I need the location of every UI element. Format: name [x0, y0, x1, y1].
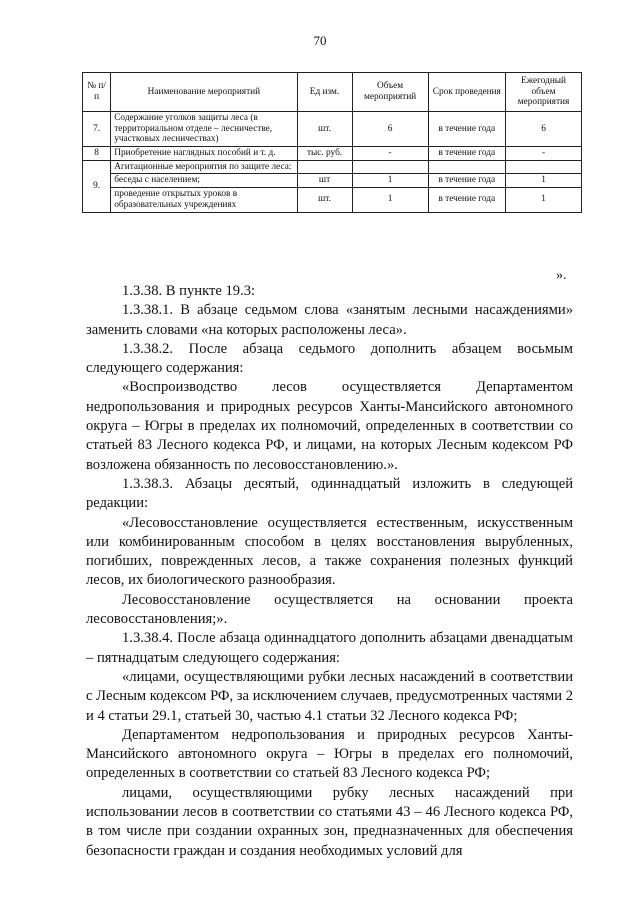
row9-sub1-unit: шт [297, 174, 352, 188]
row7-name: Содержание уголков защиты леса (в территориальном отделе – лесничестве, участковых лесничествах) [111, 112, 297, 147]
page-number: 70 [313, 33, 327, 48]
row9-sub1-volume: 1 [352, 174, 428, 188]
paragraph: «Лесовосстановление осуществляется естественным, искусственным или комбинированным способом в целях восстановления вырубленных, погибших, поврежденных лесов, а также сохранения полезных функций лесов, их биологического разнообразия. [86, 514, 573, 589]
row7-num: 7. [83, 112, 111, 147]
paragraph: Лесовосстановление осуществляется на основании проекта лесовосстановления;». [86, 591, 573, 628]
row9-sub2-annual: 1 [506, 188, 582, 212]
paragraph: лицами, осуществляющими рубку лесных насаждений при использовании лесов в соответствии со статьями 43 – 46 Лесного кодекса РФ, в том числе при создании охранных зон, предназначенных для обеспечения безопасности граждан и создания необходимых условий для [86, 784, 573, 859]
row8-annual: - [506, 147, 582, 161]
table-row [83, 147, 582, 161]
table-row [83, 188, 582, 212]
table-header-row [83, 73, 582, 112]
row9-sub1-annual: 1 [506, 174, 582, 188]
table-row [83, 160, 582, 174]
table-row [83, 174, 582, 188]
header-volume: Объем мероприятий [352, 73, 428, 112]
closing-quote: ». [556, 268, 567, 283]
row7-term: в течение года [428, 112, 505, 147]
header-unit: Ед изм. [297, 73, 352, 112]
paragraph: 1.3.38.3. Абзацы десятый, одиннадцатый изложить в следующей редакции: [86, 475, 573, 512]
paragraph: «лицами, осуществляющими рубки лесных насаждений в соответствии с Лесным кодексом РФ, за исключением случаев, предусмотренных частями 2 и 4 статьи 29.1, статьей 30, частью 4.1 статьи 32 Лесного кодекса РФ; [86, 668, 573, 724]
body-text [86, 282, 573, 861]
row8-unit: тыс. руб. [297, 147, 352, 161]
row9-sub2-term: в течение года [428, 188, 505, 212]
row8-num: 8 [83, 147, 111, 161]
row9-sub2-volume: 1 [352, 188, 428, 212]
row8-volume: - [352, 147, 428, 161]
paragraph: 1.3.38.4. После абзаца одиннадцатого дополнить абзацами двенадцатым – пятнадцатым следующего содержания: [86, 630, 573, 666]
row9-unit-empty [297, 160, 352, 174]
header-term: Срок проведения [428, 73, 505, 112]
row7-unit: шт. [297, 112, 352, 147]
table-row [83, 112, 582, 147]
row7-annual: 6 [506, 112, 582, 147]
row9-sub2-name: проведение открытых уроков в образовательных учреждениях [111, 188, 297, 212]
header-name: Наименование мероприятий [111, 73, 297, 112]
row9-sub1-term: в течение года [428, 174, 505, 188]
row9-volume-empty [352, 160, 428, 174]
row8-name: Приобретение наглядных пособий и т. д. [111, 147, 297, 161]
events-table [82, 72, 582, 213]
row7-volume: 6 [352, 112, 428, 147]
row9-sub1-name: беседы с населением; [111, 174, 297, 188]
header-num: № п/п [83, 73, 111, 112]
header-annual: Ежегодный объем мероприятия [506, 73, 582, 112]
paragraph: 1.3.38. В пункте 19.3: [122, 283, 256, 299]
paragraph: 1.3.38.2. После абзаца седьмого дополнить абзацем восьмым следующего содержания: [86, 340, 573, 377]
row9-sub2-unit: шт. [297, 188, 352, 212]
row9-term-empty [428, 160, 505, 174]
row9-num: 9. [83, 160, 111, 212]
paragraph: «Воспроизводство лесов осуществляется Департаментом недропользования и природных ресурсов Ханты-Мансийского автономного округа – Югры в пределах их полномочий, определенных в соответствии со статьей 83 Лесного кодекса РФ, и лицами, на которых Лесным кодексом РФ возложена обязанность по лесовосстановлению.». [86, 379, 573, 473]
row9-name: Агитационные мероприятия по защите леса: [111, 160, 297, 174]
row9-annual-empty [506, 160, 582, 174]
row8-term: в течение года [428, 147, 505, 161]
paragraph: Департаментом недропользования и природных ресурсов Ханты-Мансийского автономного округа – Югры в пределах его полномочий, определенных в соответствии со статьей 83 Лесного кодекса РФ; [86, 726, 573, 782]
paragraph: 1.3.38.1. В абзаце седьмом слова «занятым лесными насаждениями» заменить словами «на которых расположены леса». [86, 302, 573, 338]
